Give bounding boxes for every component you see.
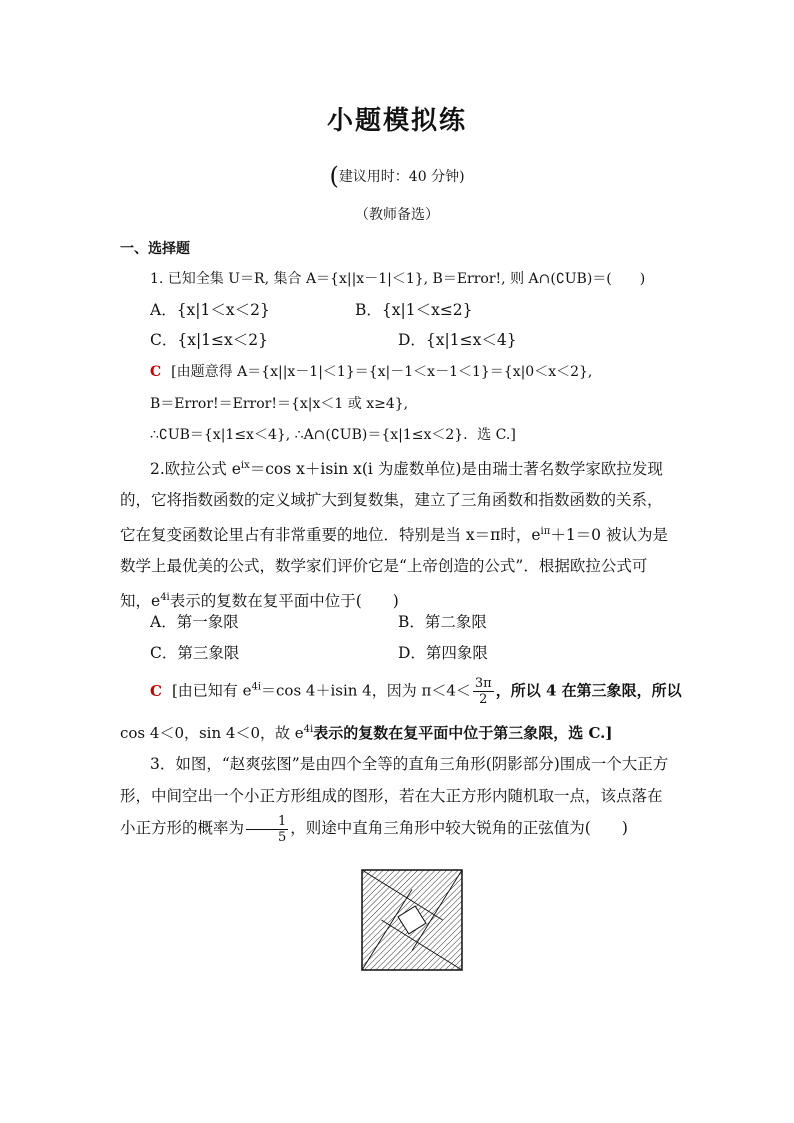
q1-option-b: B．{x|1＜x≤2} (355, 301, 473, 319)
q2-solution-part: ，所以 4 在第三象限，所以 (495, 681, 682, 700)
q2-stem-part: 2.欧拉公式 e (150, 460, 241, 479)
q2-option-b: B．第二象限 (398, 613, 487, 631)
q2-stem-part: ＋1＝0 被认为是数学上最优美的公式，数学家们评价它是“上帝创造的公式”．根据欧拉公式可知，e (120, 526, 668, 611)
q2-solution-line1 (150, 676, 682, 707)
q3-stem-part: 3．如图，“赵爽弦图”是由四个全等的直角三角形(阴影部分)围成一个大正方形，中间空出一个小正方形组成的图形，若在大正方形内随机取一点，该点落在小正方形的概率为 (120, 755, 669, 837)
q1-option-c: C．{x|1≤x＜2} (150, 331, 268, 349)
time-note (0, 162, 794, 190)
q2-solution-part: [由已知有 e (171, 681, 252, 700)
q2-solution-sup: 4i (251, 681, 262, 693)
fraction-denominator: 5 (278, 829, 287, 845)
q2-stem-sup: ix (240, 460, 250, 471)
fraction-numerator: 1 (246, 814, 288, 830)
q2-option-c: C．第三象限 (150, 644, 240, 662)
q2-solution-part: ＝cos 4＋isin 4，因为 π＜4＜ (261, 681, 471, 700)
q2-stem-sup: iπ (540, 526, 551, 538)
q2-option-a: A．第一象限 (150, 613, 239, 631)
q2-solution-sup: 4i (303, 724, 314, 735)
q1-solution-line3: ∴∁UB＝{x|1≤x＜4}, ∴A∩(∁UB)＝{x|1≤x＜2}．选 C.] (150, 427, 516, 443)
q2-stem-part: ＝cos x＋isin x(i 为虚数单位)是由瑞士著名数学家欧拉发现的，它将指数函数的定义域扩大到复数集，建立了三角函数和指数函数的关系，它在复变函数论里占有非常重要的地位．特别是当 x＝π时，e (120, 460, 663, 545)
page-title: 小题模拟练 (326, 106, 467, 136)
fraction-denominator: 2 (479, 692, 488, 707)
q3-stem-part: ，则途中直角三角形中较大锐角的正弦值为( ) (290, 819, 628, 837)
q2-answer-letter: C (150, 681, 162, 700)
q2-option-d: D．第四象限 (398, 644, 488, 662)
q1-option-a: A．{x|1＜x＜2} (150, 301, 270, 319)
q1-solution-text1: [由题意得 A＝{x||x－1|＜1}＝{x|－1＜x－1＜1}＝{x|0＜x＜2}, (171, 364, 593, 380)
q1-solution-line2: B＝Error!＝Error!＝{x|x＜1 或 x≥4}, (150, 396, 409, 412)
q1-solution-line1 (150, 361, 592, 381)
time-note-text: 建议用时：40 分钟) (338, 169, 465, 185)
zhao-shuang-figure (361, 869, 463, 971)
q2-stem-sup: 4i (160, 592, 170, 604)
three-pi-over-two-fraction (473, 676, 494, 707)
time-note-paren: ( (329, 162, 339, 190)
teacher-prep-note: （教师备选） (355, 207, 439, 223)
section-heading: 一、选择题 (120, 241, 190, 257)
q1-answer-letter: C (150, 364, 162, 380)
q2-stem-part: 表示的复数在复平面中位于( ) (169, 592, 399, 611)
q2-solution-part: cos 4＜0，sin 4＜0，故 e (120, 724, 304, 742)
one-fifth-fraction (246, 814, 288, 845)
q3-stem (120, 748, 676, 845)
q2-stem (120, 450, 676, 617)
q2-solution-line2 (120, 722, 612, 743)
q1-option-d: D．{x|1≤x＜4} (398, 331, 517, 349)
q2-solution-part: 表示的复数在复平面中位于第三象限，选 C.] (313, 724, 613, 742)
fraction-numerator: 3π (474, 676, 492, 691)
q1-stem: 1. 已知全集 U＝R, 集合 A＝{x||x－1|＜1}, B＝Error!, 则 A∩(∁UB)＝( ) (150, 271, 646, 287)
